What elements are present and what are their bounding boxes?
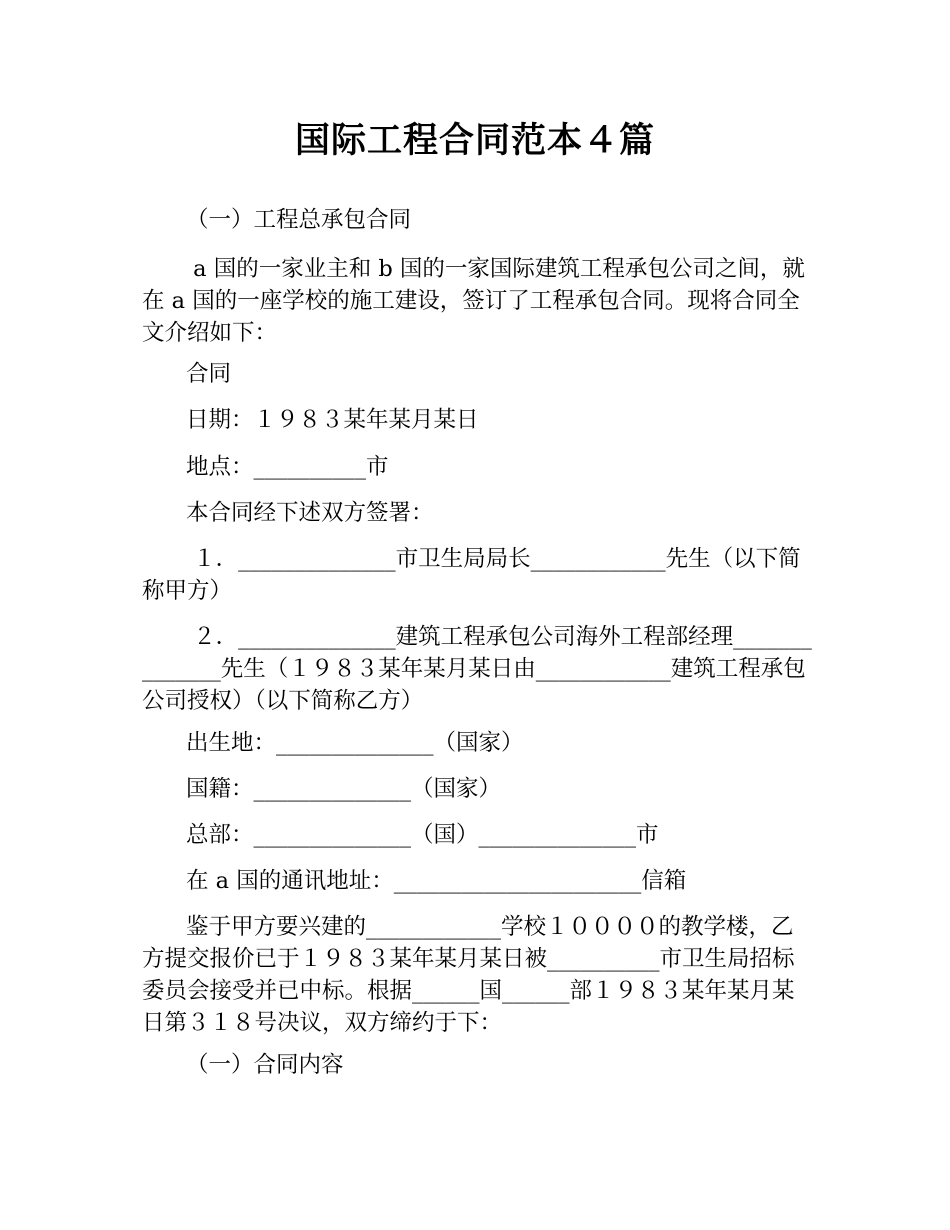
nationality-line: 国籍：______________（国家） bbox=[186, 776, 502, 802]
section-heading-general-contract: （一）工程总承包合同 bbox=[186, 207, 412, 233]
party-b-line: ２．______________建筑工程承包公司海外工程部经理______________先生（１９８３某年某月某日由____________建筑工程承包公司授权）（以下简称乙方） bbox=[142, 624, 812, 714]
date-line: 日期：１９８３某年某月某日 bbox=[186, 407, 479, 433]
document-title: 国际工程合同范本４篇 bbox=[294, 121, 655, 161]
headquarters-line: 总部：______________（国）______________市 bbox=[186, 822, 659, 848]
section-heading-contract-content: （一）合同内容 bbox=[186, 1052, 344, 1078]
signatories-intro: 本合同经下述双方签署： bbox=[186, 500, 434, 526]
contract-label: 合同 bbox=[186, 361, 232, 387]
mailing-address-line: 在 a 国的通讯地址：______________________信箱 bbox=[186, 868, 687, 894]
whereas-paragraph: 鉴于甲方要兴建的____________学校１００００的教学楼，乙方提交报价已于１９８３某年某月某日被__________市卫生局招标委员会接受并已中标。根据______国______部１９８３某年某月某日第３１８号决议，双方缔约于下： bbox=[142, 914, 795, 1036]
party-a-line: １．______________市卫生局局长____________先生（以下简称甲方） bbox=[142, 546, 801, 604]
birthplace-line: 出生地：______________（国家） bbox=[186, 730, 524, 756]
intro-paragraph: a 国的一家业主和 b 国的一家国际建筑工程承包公司之间，就在 a 国的一座学校的施工建设，签订了工程承包合同。现将合同全文介绍如下： bbox=[142, 256, 805, 346]
location-line: 地点：__________市 bbox=[186, 454, 389, 480]
